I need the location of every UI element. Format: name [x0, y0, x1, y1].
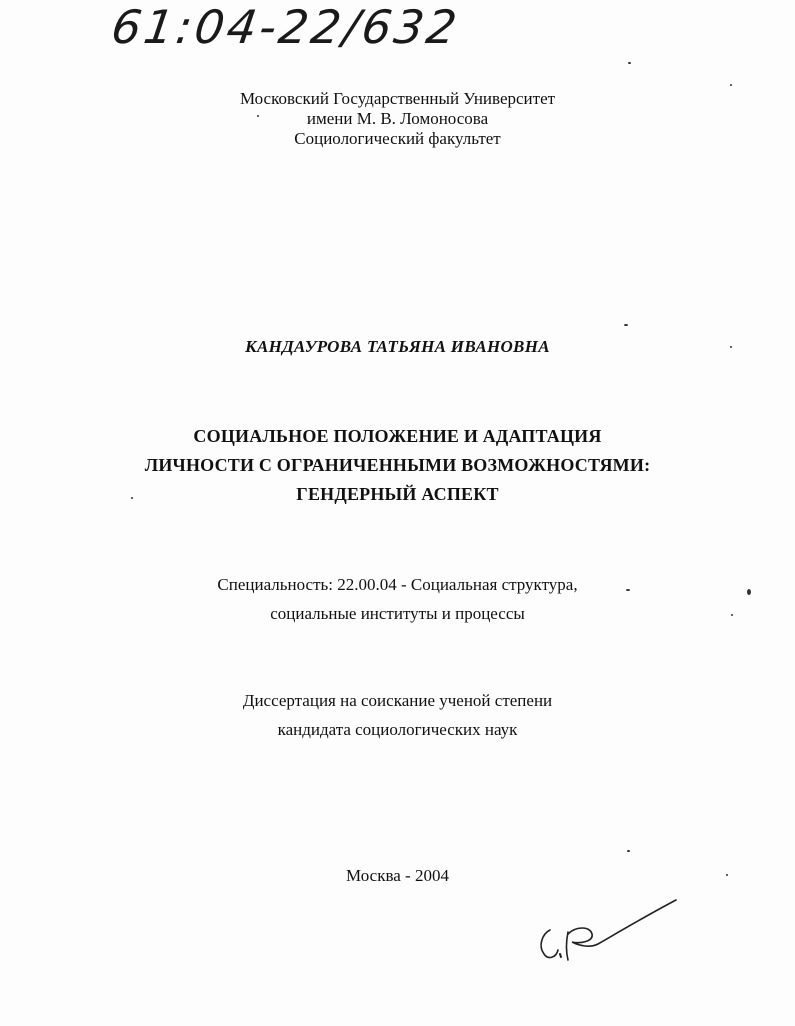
- scan-speck: [730, 346, 732, 348]
- signature-icon: [532, 888, 682, 968]
- author-name: КАНДАУРОВА ТАТЬЯНА ИВАНОВНА: [245, 337, 550, 356]
- institution-block: [0, 89, 795, 149]
- scan-speck: [730, 84, 732, 86]
- scan-speck: [628, 62, 631, 64]
- scan-speck: [731, 614, 733, 616]
- degree-line-1: Диссертация на соискание ученой степени: [242, 691, 553, 710]
- scan-speck: [131, 497, 133, 499]
- title-line-3: ГЕНДЕРНЫЙ АСПЕКТ: [296, 484, 499, 504]
- scan-speck: [257, 115, 259, 117]
- archive-number-handwritten: 61:04-22/632: [108, 0, 463, 54]
- specialty-block: [0, 570, 795, 628]
- institution-faculty: Социологический факультет: [294, 129, 501, 148]
- scan-speck: [747, 589, 751, 595]
- scan-speck: [726, 874, 728, 876]
- institution-university: Московский Государственный Университет: [239, 89, 556, 108]
- specialty-line-1: Специальность: 22.00.04 - Социальная структура,: [217, 575, 578, 594]
- scan-speck: [624, 324, 628, 326]
- title-line-2: ЛИЧНОСТИ С ОГРАНИЧЕННЫМИ ВОЗМОЖНОСТЯМИ:: [144, 455, 651, 475]
- scan-speck: [626, 589, 630, 591]
- city-year: Москва - 2004: [346, 866, 449, 885]
- title-line-1: СОЦИАЛЬНОЕ ПОЛОЖЕНИЕ И АДАПТАЦИЯ: [193, 426, 602, 446]
- scan-speck: [627, 850, 630, 852]
- dissertation-degree-block: [0, 686, 795, 744]
- degree-line-2: кандидата социологических наук: [277, 720, 518, 739]
- specialty-line-2: социальные институты и процессы: [270, 604, 525, 623]
- dissertation-title: [0, 422, 795, 509]
- institution-named-after: имени М. В. Ломоносова: [306, 109, 489, 128]
